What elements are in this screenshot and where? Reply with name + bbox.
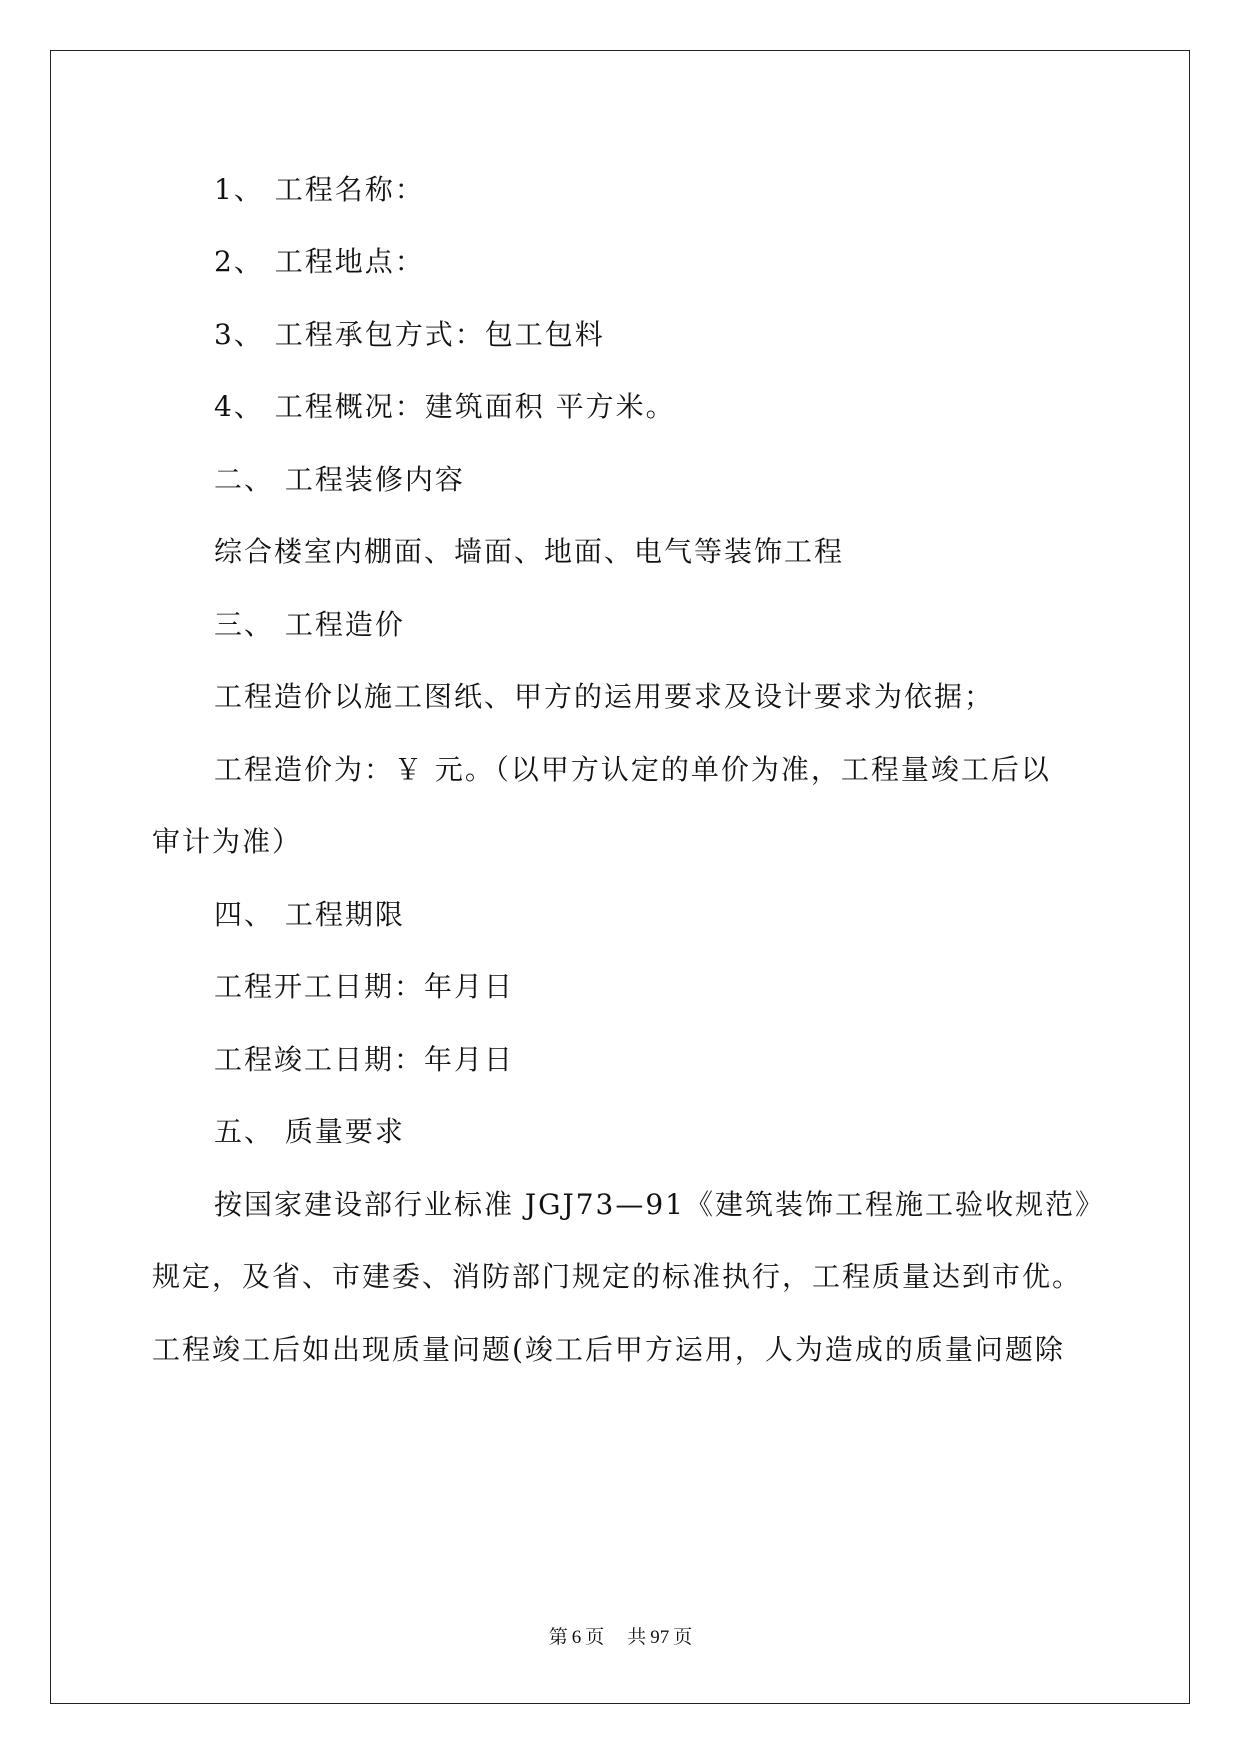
section-heading-decoration-content: 二、 工程装修内容 xyxy=(214,463,465,496)
footer-page-suffix: 页 xyxy=(585,1627,605,1648)
paragraph-quality-standard: 按国家建设部行业标准 JGJ73—91《建筑装饰工程施工验收规范》 xyxy=(214,1188,1105,1221)
paragraph-scope: 综合楼室内棚面、墙面、地面、电气等装饰工程 xyxy=(214,535,845,568)
page-footer xyxy=(0,1622,1241,1649)
paragraph-cost-basis: 工程造价以施工图纸、甲方的运用要求及设计要求为依据； xyxy=(214,680,995,713)
section-heading-schedule: 四、 工程期限 xyxy=(214,898,405,931)
list-item-project-location: 2、 工程地点： xyxy=(214,245,425,278)
page-border xyxy=(50,50,1190,1704)
paragraph-start-date: 工程开工日期：年月日 xyxy=(214,970,515,1003)
paragraph-quality-issues: 工程竣工后如出现质量问题(竣工后甲方运用，人为造成的质量问题除 xyxy=(152,1333,1065,1366)
footer-page-number: 6 xyxy=(571,1627,582,1648)
list-item-contract-mode: 3、 工程承包方式：包工包料 xyxy=(214,318,605,351)
section-heading-project-cost: 三、 工程造价 xyxy=(214,608,405,641)
section-heading-quality: 五、 质量要求 xyxy=(214,1115,405,1148)
paragraph-cost-amount-cont: 审计为准） xyxy=(152,825,303,858)
footer-total-pages: 97 xyxy=(650,1627,670,1648)
list-item-project-overview: 4、 工程概况：建筑面积 平方米。 xyxy=(214,390,676,423)
paragraph-quality-standard-cont: 规定，及省、市建委、消防部门规定的标准执行，工程质量达到市优。 xyxy=(152,1260,1083,1293)
list-item-project-name: 1、 工程名称： xyxy=(214,173,425,206)
footer-total-suffix: 页 xyxy=(673,1627,693,1648)
paragraph-cost-amount: 工程造价为：￥ 元。（以甲方认定的单价为准，工程量竣工后以 xyxy=(214,753,1051,786)
footer-total-prefix: 共 xyxy=(627,1627,647,1648)
footer-page-prefix: 第 xyxy=(548,1627,568,1648)
paragraph-completion-date: 工程竣工日期：年月日 xyxy=(214,1043,515,1076)
